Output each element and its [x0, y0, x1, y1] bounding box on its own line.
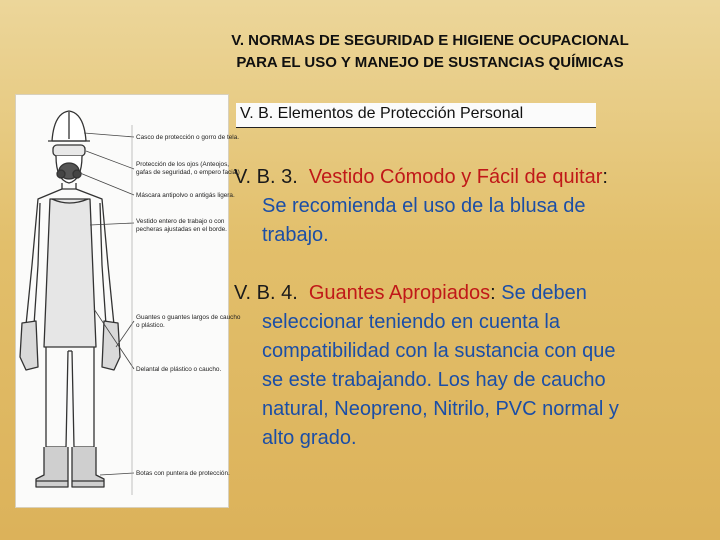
label-mask: Máscara antipolvo o antigás ligera.	[136, 192, 235, 199]
item-vb3-line-1: Se recomienda el uso de la blusa de	[262, 195, 586, 217]
label-boots: Botas con puntera de protección.	[136, 470, 230, 477]
label-helmet: Casco de protección o gorro de tela.	[136, 134, 240, 141]
item-vb4-line-1: seleccionar teniendo en cuenta la	[262, 311, 560, 333]
item-vb4-colon: :	[490, 282, 496, 304]
item-vb4-line-4: natural, Neopreno, Nitrilo, PVC normal y	[262, 398, 619, 420]
label-eyes-2: gafas de seguridad, o empero facial)	[136, 169, 240, 176]
item-vb4-number: V. B. 4.	[234, 282, 298, 304]
label-gloves-1: Guantes o guantes largos de caucho	[136, 314, 241, 321]
item-vb4-line-3: se este trabajando. Los hay de caucho	[262, 369, 606, 391]
label-eyes-1: Protección de los ojos (Anteojos,	[136, 161, 230, 168]
item-vb3-colon: :	[602, 166, 608, 188]
title-line-1: V. NORMAS DE SEGURIDAD E HIGIENE OCUPACIONAL	[231, 32, 629, 49]
item-vb4-line-5: alto grado.	[262, 427, 357, 449]
label-apron: Delantal de plástico o caucho.	[136, 366, 222, 373]
ppe-worker-illustration	[16, 95, 241, 507]
label-suit-1: Vestido entero de trabajo o con	[136, 218, 225, 225]
item-vb4-first-line-rest: Se deben	[501, 282, 587, 304]
ppe-figure	[16, 95, 241, 507]
item-vb3-number: V. B. 3.	[234, 166, 298, 188]
section-subtitle	[236, 103, 596, 128]
item-vb4-line-2: compatibilidad con la sustancia con que	[262, 340, 616, 362]
label-suit-2: pecheras ajustadas en el borde.	[136, 226, 227, 233]
label-gloves-2: o plástico.	[136, 322, 165, 329]
item-vb3-term: Vestido Cómodo y Fácil de quitar	[308, 166, 603, 188]
item-vb3-line-2: trabajo.	[262, 224, 329, 246]
item-vb4	[234, 279, 704, 453]
item-vb3	[234, 163, 704, 250]
slide-title	[150, 30, 710, 74]
subtitle-text: V. B. Elementos de Protección Personal	[240, 105, 524, 122]
item-vb4-term: Guantes Apropiados	[308, 282, 491, 304]
title-line-2: PARA EL USO Y MANEJO DE SUSTANCIAS QUÍMICAS	[236, 54, 624, 71]
